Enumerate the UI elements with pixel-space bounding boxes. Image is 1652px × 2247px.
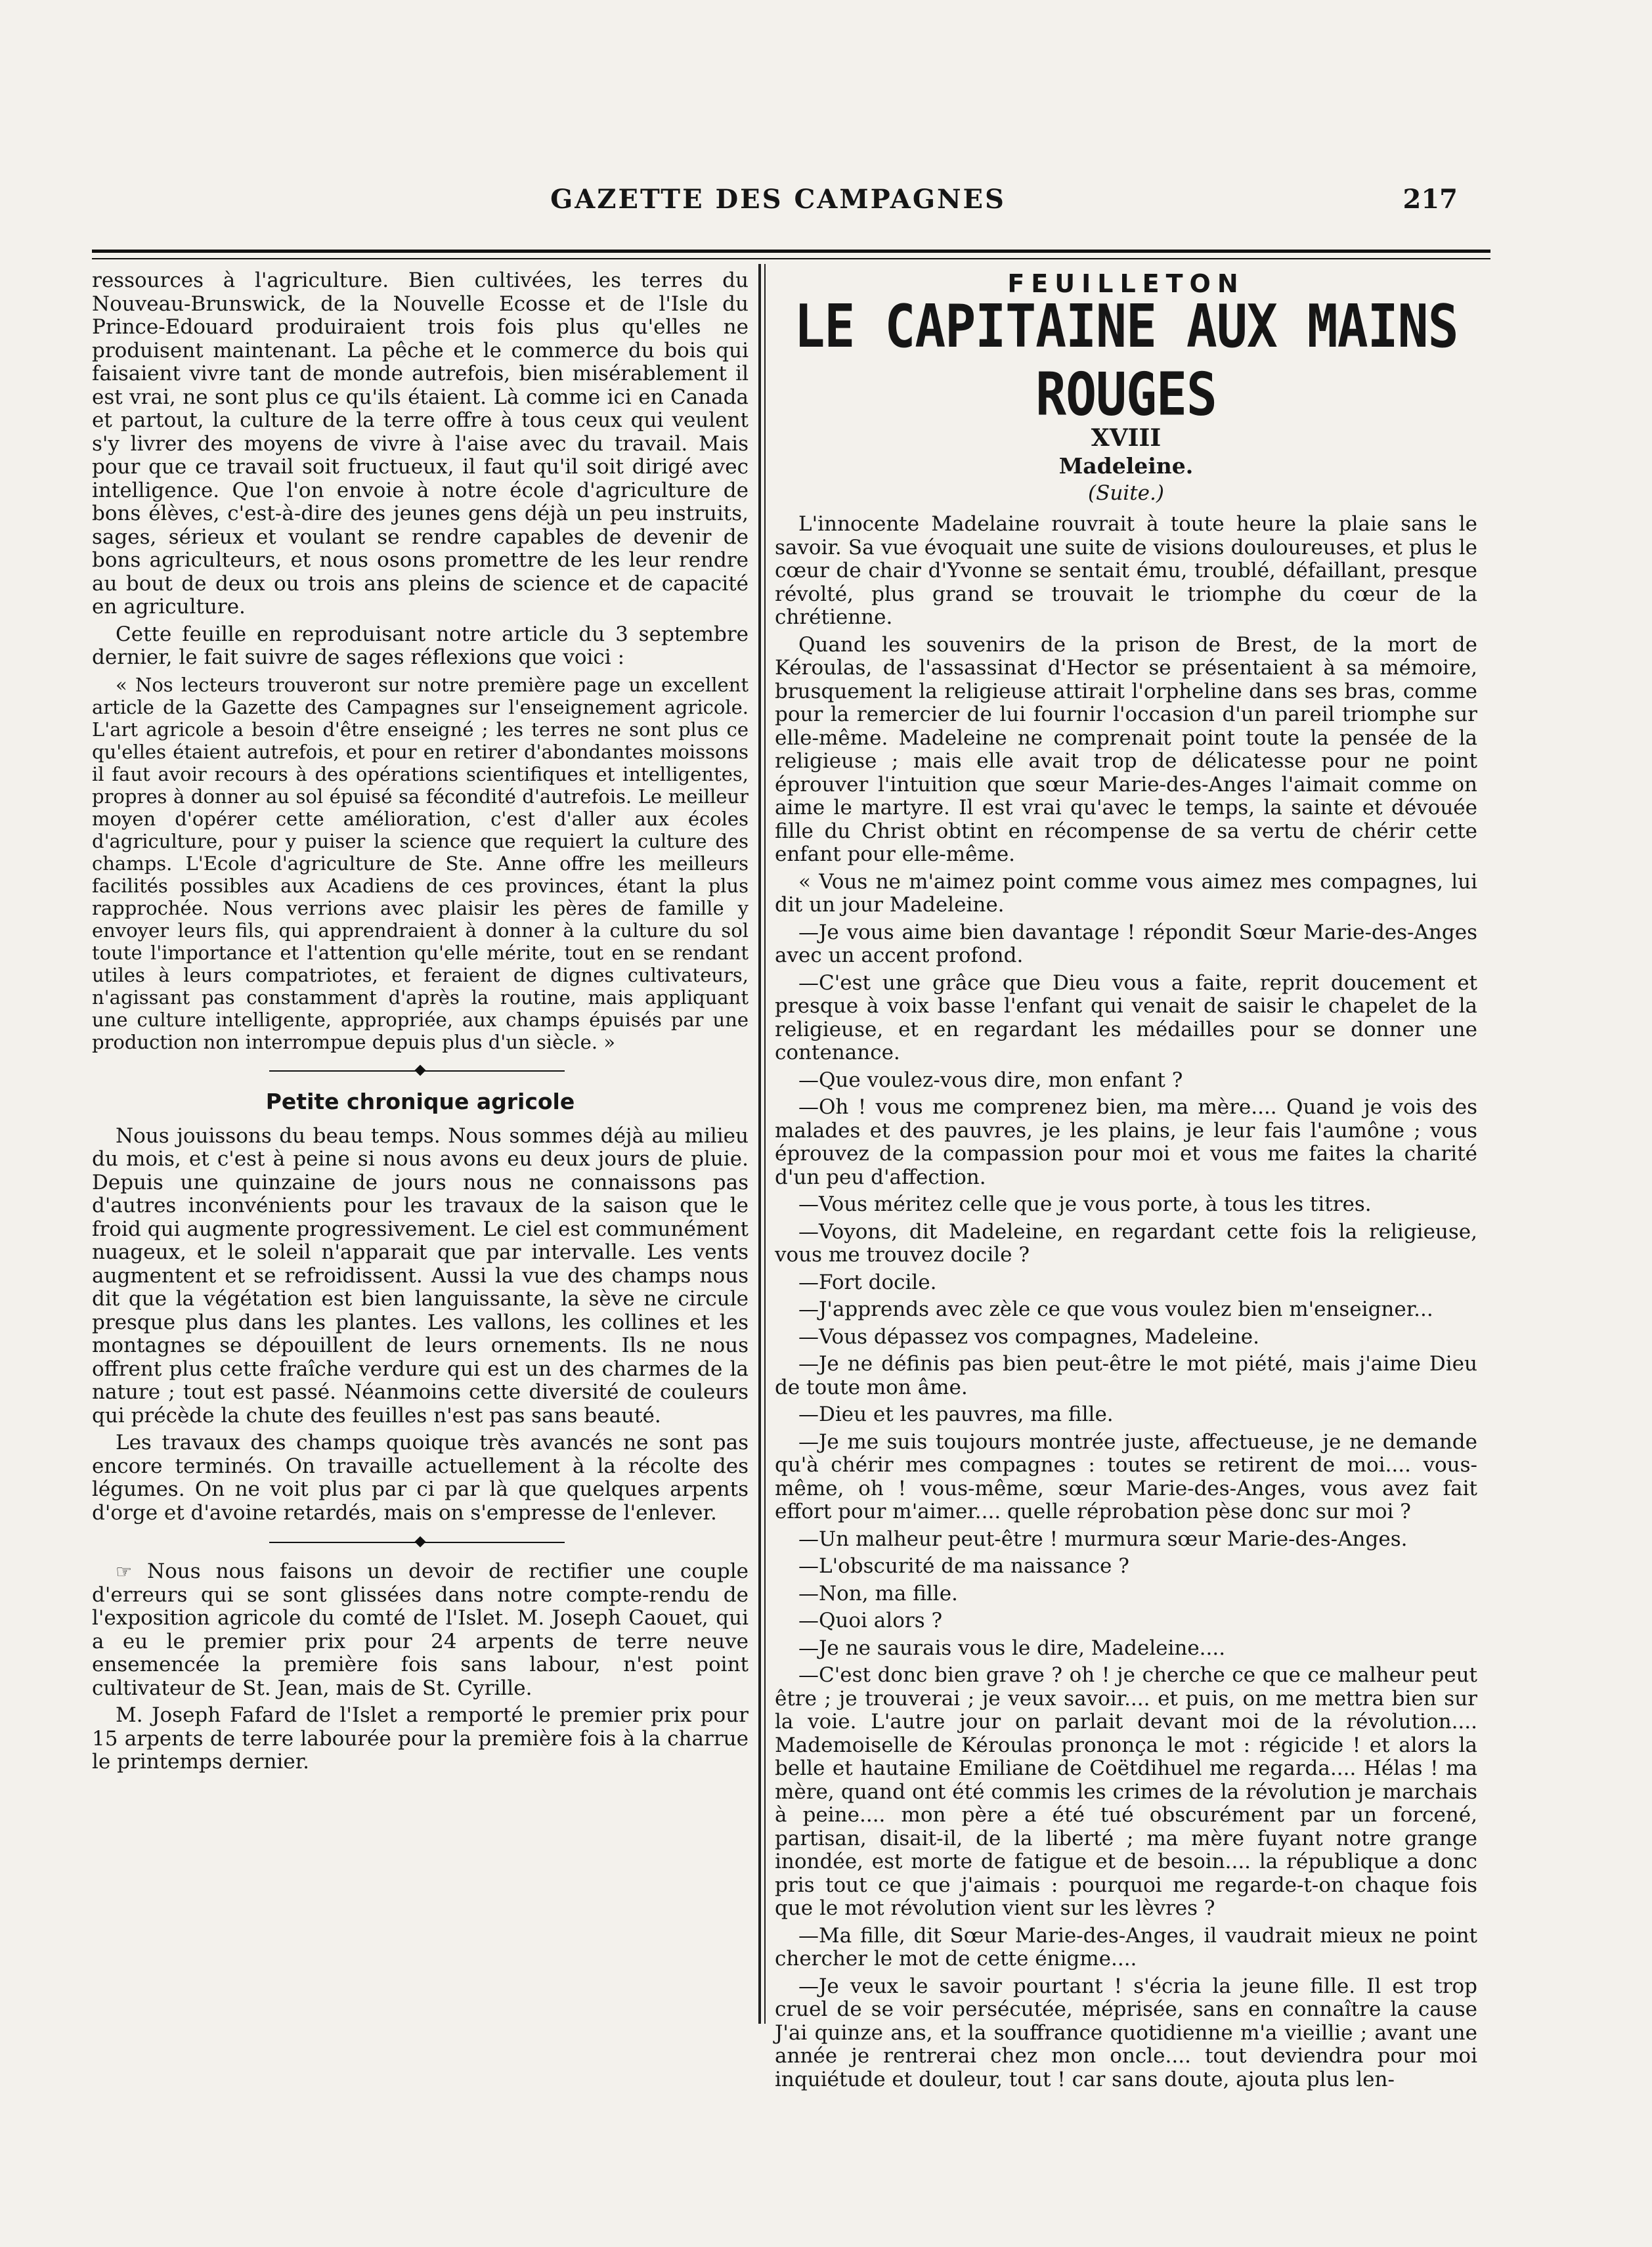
story-paragraph: —Voyons, dit Madeleine, en regardant cette fois la religieuse, vous me trouvez docile ? <box>775 1219 1477 1267</box>
article-paragraph: Cette feuille en reproduisant notre article du 3 septembre dernier, le fait suivre de sages réflexions que voici : <box>92 622 749 669</box>
story-paragraph: —C'est donc bien grave ? oh ! je cherche ce que ce malheur peut être ; je trouverai ; je veux savoir.... et puis, on me mettra bien sur la voie. L'autre jour on parlait devant moi de la révolution.... Mademoiselle de Kéroulas prononça le mot : régicide ! et alors la belle et hautaine Emiliane de Coëtdihuel me regarda.... Hélas ! ma mère, quand ont été commis les crimes de la révolution je marchais à peine.... mon père a été tué obscurément par un forcené, partisan, disait-il, de la liberté ; ma mère fuyant notre grange inondée, est morte de fatigue et de besoin.... la république a donc pris tout ce que j'aimais : pourquoi me regarde-t-on chaque fois que le mot révolution vient sur les lèvres ? <box>775 1663 1477 1920</box>
story-paragraph: L'innocente Madelaine rouvrait à toute heure la plaie sans le savoir. Sa vue évoquait une suite de visions douloureuses, et plus le cœur de chair d'Yvonne se sentait ému, troublé, défaillant, presque révolté, plus grand se trouvait le triomphe du cœur de la chrétienne. <box>775 512 1477 629</box>
column-divider-inner <box>764 264 766 2024</box>
section-separator <box>92 1061 749 1081</box>
correction-section <box>92 1560 749 1774</box>
story-paragraph: —Je vous aime bien davantage ! répondit Sœur Marie-des-Anges avec un accent profond. <box>775 920 1477 967</box>
story-paragraph: « Vous ne m'aimez point comme vous aimez mes compagnes, lui dit un jour Madeleine. <box>775 869 1477 917</box>
correction-paragraph: M. Joseph Fafard de l'Islet a remporté le premier prix pour 15 arpents de terre labourée pour la première fois à la charrue le printemps dernier. <box>92 1703 749 1774</box>
story-paragraph: —Que voulez-vous dire, mon enfant ? <box>798 1068 1183 1092</box>
story-paragraph: —Non, ma fille. <box>798 1581 958 1605</box>
column-divider <box>758 264 761 2024</box>
chronique-section <box>92 1089 749 1525</box>
chapter-continued: (Suite.) <box>1088 481 1164 505</box>
story-paragraph: Quand les souvenirs de la prison de Brest, de la mort de Kéroulas, de l'assassinat d'Hector se présentaient à sa mémoire, brusquement la religieuse attirait l'orpheline dans ses bras, comme pour la remercier de lui fournir l'occasion d'un pareil triomphe sur elle-même. Madeleine ne comprenait point toute la pensée de la religieuse ; mais elle avait trop de délicatesse pour ne point éprouver l'intuition que sœur Marie-des-Anges l'aimait comme on aime le martyre. Il est vrai qu'avec le temps, la sainte et dévouée fille du Christ obtint en récompense de sa vertu de chérir cette enfant pour elle-même. <box>775 632 1477 866</box>
section-separator <box>92 1533 749 1552</box>
chapter-name: Madeleine. <box>1058 453 1194 479</box>
story-paragraph: —Quoi alors ? <box>798 1609 943 1632</box>
story-paragraph: —J'apprends avec zèle ce que vous voulez bien m'enseigner... <box>798 1298 1433 1321</box>
agriculture-article <box>92 269 749 1053</box>
story-paragraph: —Fort docile. <box>798 1270 937 1294</box>
quoted-passage <box>92 674 749 1053</box>
pointing-hand-icon: ☞ <box>116 1561 133 1582</box>
newspaper-title: GAZETTE DES CAMPAGNES <box>550 184 1006 215</box>
story-paragraph: —Vous méritez celle que je vous porte, à tous les titres. <box>798 1192 1372 1216</box>
correction-text: Nous nous faisons un devoir de rectifier une couple d'erreurs qui se sont glissées dans notre compte-rendu de l'exposition agricole du comté de l'Islet. M. Joseph Caouet, qui a eu le premier prix pour 24 arpents de terre neuve ensemencée la première fois sans labour, n'est point cultivateur de St. Jean, mais de St. Cyrille. <box>92 1560 749 1700</box>
story-paragraph: —Un malheur peut-être ! murmura sœur Marie-des-Anges. <box>798 1527 1408 1551</box>
header-rule-thick <box>92 250 1490 253</box>
story-body <box>775 513 1477 2091</box>
chapter-number: XVIII <box>1091 424 1162 452</box>
chronique-paragraph: Les travaux des champs quoique très avancés ne sont pas encore terminés. On travaille actuellement à la récolte des légumes. On ne voit plus par ci par là que quelques arpents d'orge et d'avoine retardés, mais on s'empresse de l'enlever. <box>92 1431 749 1525</box>
left-column <box>92 269 749 1778</box>
correction-paragraph <box>92 1560 749 1700</box>
chronique-paragraph: Nous jouissons du beau temps. Nous sommes déjà au milieu du mois, et c'est à peine si nous avons eu deux jours de pluie. Depuis une quinzaine de jours nous ne connaissons pas d'autres inconvénients pour les travaux de la saison que le froid qui augmente progressivement. Le ciel est communément nuageux, et le soleil n'apparait que par intervalle. Les vents augmentent et se refroidissent. Aussi la vue des champs nous dit que la végétation est bien languissante, la sève ne circule presque plus dans les plantes. Les vallons, les collines et les montagnes se dépouillent de leurs ornements. Ils ne nous offrent plus cette fraîche verdure qui est un des charmes de la nature ; tout est passé. Néanmoins cette diversité de couleurs qui précède la chute des feuilles n'est pas sans beauté. <box>92 1124 749 1428</box>
story-paragraph: —Je veux le savoir pourtant ! s'écria la jeune fille. Il est trop cruel de se voir persécutée, méprisée, sans en connaître la cause J'ai quinze ans, et la souffrance quotidienne m'a vieillie ; avant une année je rentrerai chez mon oncle.... tout deviendra pour moi inquiétude et douleur, tout ! car sans doute, ajouta plus len- <box>775 1974 1477 2091</box>
quote-paragraph: « Nos lecteurs trouveront sur notre première page un excellent article de la Gazette des Campagnes sur l'enseignement agricole. L'art agricole a besoin d'être enseigné ; les terres ne sont plus ce qu'elles étaient autrefois, et pour en retirer d'abondantes moissons il faut avoir recours à des opérations scientifiques et intelligentes, propres à donner au sol épuisé sa fécondité d'autrefois. Le meilleur moyen d'opérer cette amélioration, c'est d'aller aux écoles d'agriculture, pour y puiser la science que requiert la culture des champs. L'Ecole d'agriculture de Ste. Anne offre les meilleurs facilités possibles aux Acadiens de ces provinces, étant la plus rapprochée. Nous verrions avec plaisir les pères de famille y envoyer leurs fils, qui apprendraient à donner à la culture du sol toute l'importance et l'attention qu'elle mérite, tout en se rendant utiles à leurs compatriotes, et feraient de dignes cultivateurs, n'agissant pas constamment d'après la routine, mais appliquant une culture intelligente, appropriée, aux champs épuisés par une production non interrompue depuis plus d'un siècle. » <box>92 673 749 1053</box>
story-paragraph: —Ma fille, dit Sœur Marie-des-Anges, il vaudrait mieux ne point chercher le mot de cette énigme.... <box>775 1923 1477 1971</box>
story-paragraph: —Oh ! vous me comprenez bien, ma mère.... Quand je vois des malades et des pauvres, je les plains, je leur fais l'aumône ; vous éprouvez de la compassion pour moi et vous me faites la charité d'un peu d'affection. <box>775 1095 1477 1189</box>
feuilleton-label: FEUILLETON <box>1007 269 1245 298</box>
story-paragraph: —Je ne définis pas bien peut-être le mot piété, mais j'aime Dieu de toute mon âme. <box>775 1352 1477 1399</box>
page-number: 217 <box>1402 184 1458 215</box>
right-column <box>775 269 1477 2095</box>
page-header <box>85 184 1471 223</box>
header-rule-thin <box>92 258 1490 259</box>
chronique-title: Petite chronique agricole <box>265 1088 575 1114</box>
story-paragraph: —Je ne saurais vous le dire, Madeleine.... <box>798 1636 1226 1660</box>
story-paragraph: —Je me suis toujours montrée juste, affectueuse, je ne demande qu'à chérir mes compagnes : toutes se retirent de moi.... vous-même, oh ! vous-même, sœur Marie-des-Anges, vous avez fait effort pour m'aimer.... quelle réprobation pèse donc sur moi ? <box>775 1429 1477 1523</box>
story-paragraph: —Vous dépassez vos compagnes, Madeleine. <box>798 1324 1260 1349</box>
story-paragraph: —Dieu et les pauvres, ma fille. <box>798 1403 1114 1426</box>
story-title: LE CAPITAINE AUX MAINS ROUGES <box>794 293 1458 429</box>
story-paragraph: —C'est une grâce que Dieu vous a faite, reprit doucement et presque à voix basse l'enfant qui venait de saisir le chapelet de la religieuse, et en regardant les médailles pour se donner une contenance. <box>775 971 1477 1064</box>
story-paragraph: —L'obscurité de ma naissance ? <box>798 1554 1129 1578</box>
article-paragraph: ressources à l'agriculture. Bien cultivées, les terres du Nouveau-Brunswick, de la Nouvelle Ecosse et de l'Isle du Prince-Edouard produiraient trois fois plus qu'elles ne produisent maintenant. La pêche et le commerce du bois qui faisaient vivre tant de monde autrefois, bien misérablement il est vrai, ne sont plus ce qu'ils étaient. Là comme ici en Canada et partout, la culture de la terre offre à tous ceux qui veulent s'y livrer des moyens de vivre à l'aise avec du travail. Mais pour que ce travail soit fructueux, il faut qu'il soit dirigé avec intelligence. Que l'on envoie à notre école d'agriculture de bons élèves, c'est-à-dire des jeunes gens déjà un peu instruits, sages, sérieux et voulant se rendre capables de devenir de bons agriculteurs, et nous osons promettre de les leur rendre au bout de deux ou trois ans pleins de science et de capacité en agriculture. <box>92 269 749 619</box>
